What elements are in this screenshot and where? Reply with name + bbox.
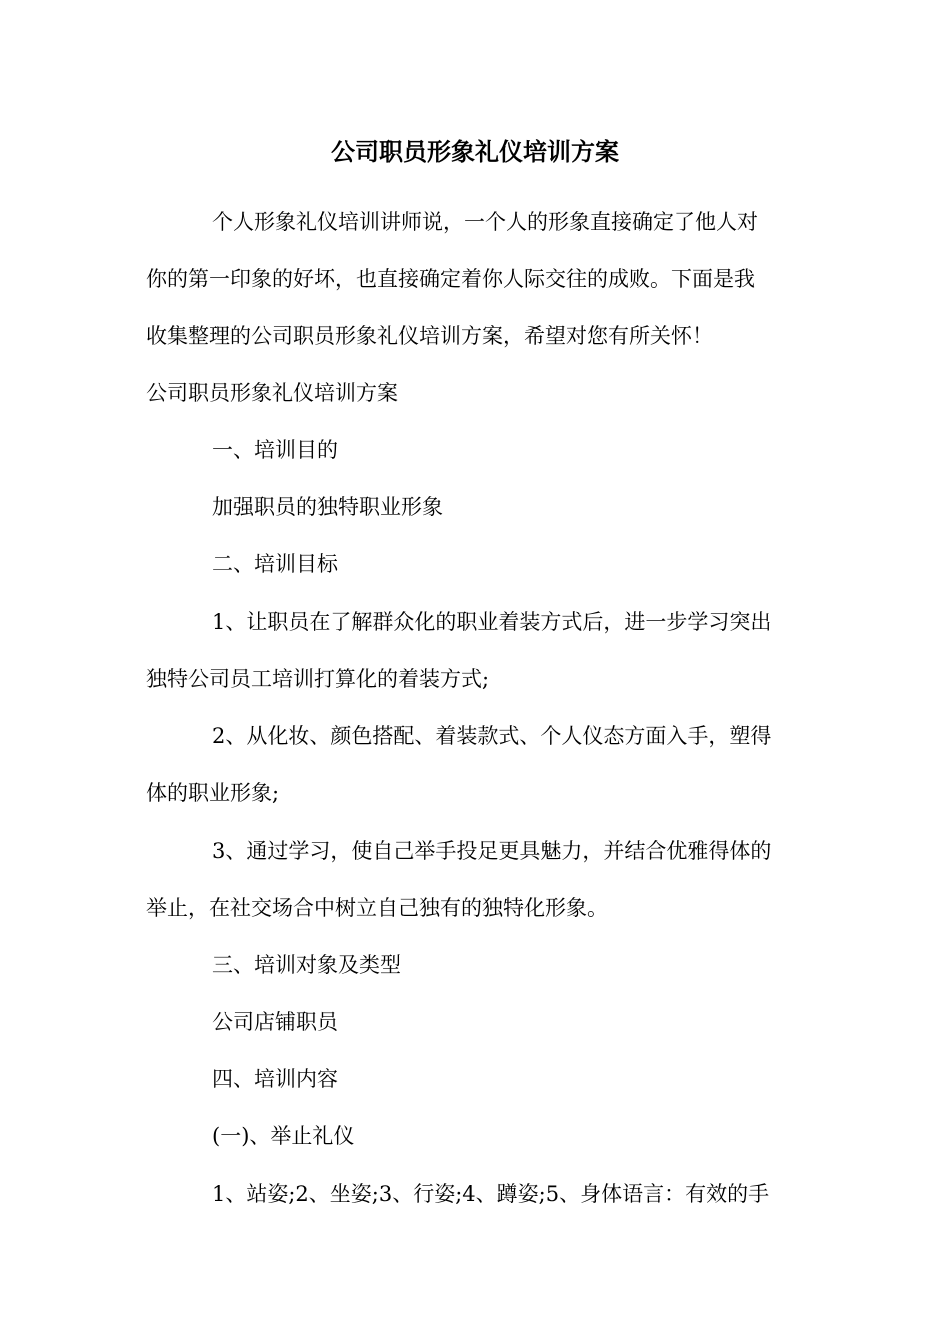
paragraph-line: 个人形象礼仪培训讲师说，一个人的形象直接确定了他人对 [212, 210, 758, 234]
paragraph-line: 3、通过学习，使自己举手投足更具魅力，并结合优雅得体的 [212, 839, 772, 863]
paragraph-line: 1、站姿;2、坐姿;3、行姿;4、蹲姿;5、身体语言：有效的手 [212, 1182, 770, 1206]
paragraph-line: 你的第一印象的好坏，也直接确定着你人际交往的成败。下面是我 [146, 267, 755, 291]
paragraph-line: 加强职员的独特职业形象 [212, 495, 443, 519]
paragraph-line: 公司职员形象礼仪培训方案 [146, 381, 398, 405]
paragraph-line: 体的职业形象; [146, 781, 280, 805]
paragraph-line: 1、让职员在了解群众化的职业着装方式后，进一步学习突出 [212, 610, 772, 634]
paragraph-line: 公司店铺职员 [212, 1010, 338, 1034]
section-heading: 四、培训内容 [212, 1067, 338, 1091]
paragraph-line: 独特公司员工培训打算化的着装方式; [146, 667, 490, 691]
paragraph-line: 2、从化妆、颜色搭配、着装款式、个人仪态方面入手，塑得 [212, 724, 772, 748]
subsection-heading: (一)、举止礼仪 [212, 1124, 355, 1148]
paragraph-line: 举止，在社交场合中树立自己独有的独特化形象。 [146, 896, 608, 920]
section-heading: 二、培训目标 [212, 552, 338, 576]
document-title: 公司职员形象礼仪培训方案 [331, 137, 619, 166]
section-heading: 一、培训目的 [212, 438, 338, 462]
paragraph-line: 收集整理的公司职员形象礼仪培训方案，希望对您有所关怀！ [146, 324, 713, 348]
section-heading: 三、培训对象及类型 [212, 953, 401, 977]
